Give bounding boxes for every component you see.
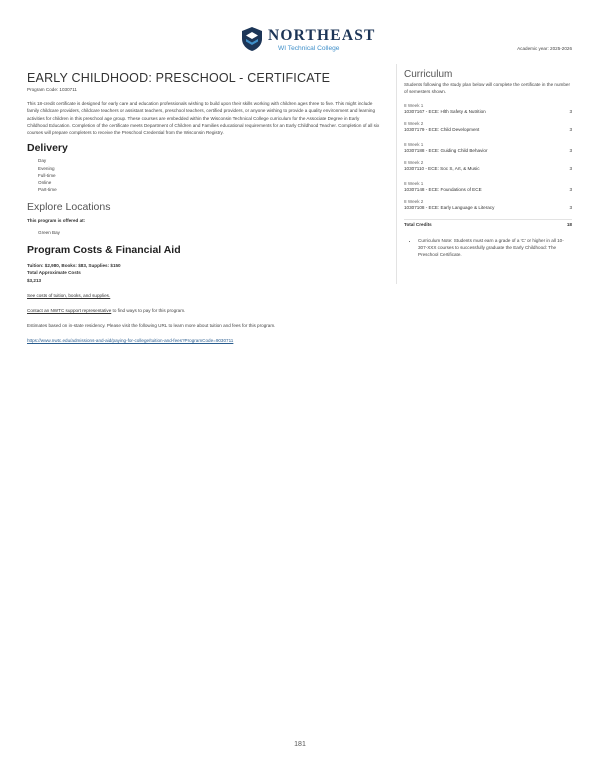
logo-subtitle: WI Technical College <box>278 45 340 52</box>
course-week-label: 8 Week 2 <box>404 160 424 165</box>
total-costs-label: Total Approximate Costs <box>27 270 81 275</box>
shield-logo-icon <box>241 26 263 52</box>
location-item: Green Bay <box>38 229 60 235</box>
course-name: 10307167 - ECE: Hlth Safety & Nutrition <box>404 109 486 114</box>
contact-support-link[interactable]: Contact an NWTC support representative <box>27 308 112 313</box>
see-costs-paragraph <box>27 292 381 299</box>
course-row <box>404 205 572 211</box>
curriculum-notes <box>404 237 572 258</box>
college-logo <box>241 26 376 56</box>
course-name: 10307108 - ECE: Early Language & Literacy <box>404 205 495 210</box>
course-row <box>404 109 572 115</box>
semester-group <box>404 103 572 133</box>
tuition-fees-url[interactable]: https://www.nwtc.edu/admissions-and-aid/paying-for-college/tuition-and-fees?ProgramCode=9030711 <box>27 338 234 343</box>
delivery-item: Online <box>38 180 52 186</box>
curriculum-panel <box>396 64 572 284</box>
course-name: 10307179 - ECE: Child Development <box>404 127 480 132</box>
course-name: 10307148 - ECE: Foundations of ECE <box>404 187 482 192</box>
delivery-item: Part-time <box>38 187 57 193</box>
course-row <box>404 148 572 154</box>
course-week-label: 8 Week 1 <box>404 181 424 186</box>
course-credits: 3 <box>569 109 572 114</box>
curriculum-note: • Curriculum Note: Students must earn a grade of a 'C' or higher in all 10-307-XXX courses to successfully graduate the Early Childhood: The Preschool Certificate. <box>418 237 572 258</box>
course-row <box>404 187 572 193</box>
course-week-label: 8 Week 1 <box>404 142 424 147</box>
curriculum-intro: Students following the study plan below will complete the certificate in the number of semesters shown. <box>404 82 570 94</box>
delivery-list <box>27 157 381 193</box>
course-row <box>404 166 572 172</box>
course-week-label: 8 Week 2 <box>404 199 424 204</box>
academic-year: Academic year: 2025-2026 <box>517 46 572 51</box>
locations-heading: Explore Locations <box>27 200 111 213</box>
course-name: 10307188 - ECE: Guiding Child Behavior <box>404 148 488 153</box>
total-credits-label: Total Credits <box>404 222 432 227</box>
delivery-item: Evening <box>38 165 55 171</box>
estimates-text: Estimates based on in-state residency. Please visit the following URL to learn more about tuition and fees for this program. <box>27 323 276 328</box>
contact-rest-text: to find ways to pay for this program. <box>111 308 186 313</box>
course-week-label: 8 Week 2 <box>404 121 424 126</box>
total-credits-row <box>404 219 572 228</box>
course-row <box>404 127 572 133</box>
course-week-label: 8 Week 1 <box>404 103 424 108</box>
semester-group <box>404 142 572 172</box>
offered-at-label: This program is offered at: <box>27 217 86 223</box>
program-description: This 18-credit certificate is designed for early care and education professionals wishing to build upon their skills working with children ages three to five. This might include family childcare providers, childcare teachers or assistant teachers, preschool teachers, certified providers, or anyone wishing to provide a quality environment and learning activities for children in this preschool age group. These courses are embedded within the Wisconsin Technical College curriculum for the Associate Degree in Early Childhood Education. Completion of the certificate meets Department of Children and Families educational requirements for an Early Childhood Teacher. Completion of all six courses will prepare completers to receive the Preschool Credential from the Wisconsin Registry. <box>27 101 380 136</box>
delivery-item: Full-time <box>38 172 56 178</box>
costs-heading: Program Costs & Financial Aid <box>27 243 181 256</box>
locations-list <box>27 230 381 236</box>
total-credits-value: 18 <box>566 222 572 227</box>
course-credits: 3 <box>569 148 572 153</box>
see-costs-link[interactable]: See costs of tuition, books, and supplies. <box>27 293 111 298</box>
page-number: 181 <box>294 741 306 748</box>
course-credits: 3 <box>569 205 572 210</box>
course-credits: 3 <box>569 127 572 132</box>
total-costs-value: $3,213 <box>27 277 42 283</box>
tuition-line: Tuition: $2,980, Books: $83, Supplies: $150 <box>27 262 121 268</box>
program-main-column <box>27 72 381 347</box>
curriculum-heading: Curriculum <box>404 69 453 80</box>
logo-name: NORTHEAST <box>268 27 376 44</box>
semester-group <box>404 181 572 211</box>
course-name: 10307110 - ECE: Soc S, Art, & Music <box>404 166 480 171</box>
delivery-heading: Delivery <box>27 142 68 155</box>
delivery-item: Day <box>38 158 47 164</box>
program-code: Program Code: 1030711 <box>27 87 77 92</box>
course-credits: 3 <box>569 166 572 171</box>
course-credits: 3 <box>569 187 572 192</box>
page-title: EARLY CHILDHOOD: PRESCHOOL - CERTIFICATE <box>27 71 331 85</box>
contact-paragraph <box>27 307 381 314</box>
